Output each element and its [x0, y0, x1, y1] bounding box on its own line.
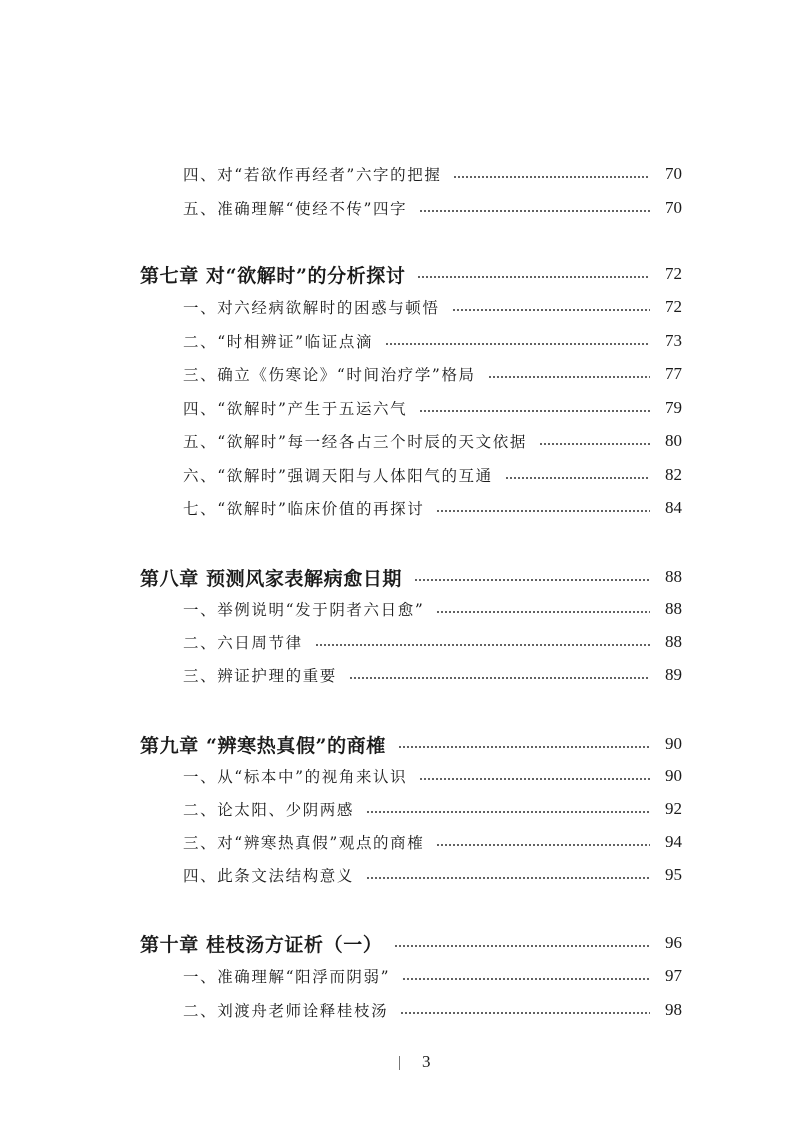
toc-entry-title: 三、辨证护理的重要	[183, 667, 337, 685]
toc-entry-page: 97	[665, 966, 682, 985]
toc-entry	[0, 592, 800, 626]
toc-entry-page: 82	[665, 465, 682, 484]
dot-leader	[349, 677, 650, 679]
toc-entry	[0, 290, 800, 324]
toc-entry	[0, 424, 800, 458]
toc-entry-page: 79	[665, 398, 682, 417]
chapter-page: 96	[665, 933, 682, 952]
toc-entry-title: 四、对“若欲作再经者”六字的把握	[183, 166, 442, 184]
dot-leader	[417, 276, 650, 278]
toc-entry	[0, 458, 800, 492]
chapter-title: 第九章 “辨寒热真假”的商榷	[140, 734, 386, 757]
dot-leader	[398, 746, 650, 748]
chapter-heading	[0, 257, 800, 291]
toc-entry-page: 94	[665, 832, 682, 851]
toc-entry-page: 73	[665, 331, 682, 350]
toc-entry	[0, 357, 800, 391]
toc-entry-page: 88	[665, 599, 682, 618]
toc-entry-page: 70	[665, 164, 682, 183]
toc-entry-title: 一、从“标本中”的视角来认识	[183, 768, 408, 786]
toc-entry-title: 五、“欲解时”每一经各占三个时辰的天文依据	[183, 433, 527, 451]
toc-entry-title: 二、刘渡舟老师诠释桂枝汤	[183, 1002, 389, 1020]
toc-entry-title: 一、举例说明“发于阴者六日愈”	[183, 601, 425, 619]
dot-leader	[436, 611, 650, 613]
toc-entry-title: 二、论太阳、少阴两感	[183, 801, 355, 819]
dot-leader	[366, 877, 650, 879]
page-footer	[0, 1051, 800, 1073]
toc-entry-page: 72	[665, 297, 682, 316]
dot-leader	[394, 945, 650, 947]
dot-leader	[488, 376, 650, 378]
toc-entry-title: 一、对六经病欲解时的困惑与顿悟	[183, 299, 440, 317]
toc-entry-title: 六、“欲解时”强调天阳与人体阳气的互通	[183, 467, 493, 485]
chapter-page: 72	[665, 264, 682, 283]
toc-entry	[0, 959, 800, 993]
toc-entry-title: 一、准确理解“阳浮而阴弱”	[183, 968, 391, 986]
toc-entry-title: 七、“欲解时”临床价值的再探讨	[183, 500, 425, 518]
dot-leader	[400, 1012, 650, 1014]
dot-leader	[419, 778, 650, 780]
toc-entry	[0, 759, 800, 793]
toc-entry-page: 84	[665, 498, 682, 517]
toc-entry-title: 三、确立《伤寒论》“时间治疗学”格局	[183, 366, 476, 384]
toc-entry	[0, 157, 800, 191]
toc-entry-page: 88	[665, 632, 682, 651]
toc-entry-page: 80	[665, 431, 682, 450]
toc-entry-page: 90	[665, 766, 682, 785]
toc-entry-title: 五、准确理解“使经不传”四字	[183, 200, 408, 218]
dot-leader	[385, 343, 650, 345]
toc-entry-title: 二、“时相辨证”临证点滴	[183, 333, 374, 351]
toc-entry-page: 77	[665, 364, 682, 383]
toc-entry	[0, 324, 800, 358]
toc-entry	[0, 993, 800, 1027]
chapter-page: 90	[665, 734, 682, 753]
dot-leader	[452, 309, 650, 311]
toc-entry-title: 三、对“辨寒热真假”观点的商榷	[183, 834, 425, 852]
toc-entry-page: 98	[665, 1000, 682, 1019]
toc-entry	[0, 491, 800, 525]
chapter-heading	[0, 727, 800, 761]
page-number: 3	[422, 1052, 431, 1071]
chapter-page: 88	[665, 567, 682, 586]
toc-entry-page: 95	[665, 865, 682, 884]
toc-entry	[0, 792, 800, 826]
dot-leader	[315, 644, 650, 646]
toc-entry-title: 二、六日周节律	[183, 634, 303, 652]
toc-entry	[0, 191, 800, 225]
chapter-title: 第七章 对“欲解时”的分析探讨	[140, 264, 406, 287]
dot-leader	[539, 443, 650, 445]
toc-entry-page: 92	[665, 799, 682, 818]
dot-leader	[419, 410, 650, 412]
toc-entry	[0, 391, 800, 425]
toc-entry	[0, 825, 800, 859]
chapter-heading	[0, 926, 800, 960]
toc-entry-page: 89	[665, 665, 682, 684]
toc-entry-page: 70	[665, 198, 682, 217]
footer-divider	[399, 1056, 400, 1070]
toc-entry-title: 四、“欲解时”产生于五运六气	[183, 400, 408, 418]
chapter-title: 第十章 桂枝汤方证析（一）	[140, 933, 383, 956]
chapter-title: 第八章 预测风家表解病愈日期	[140, 567, 403, 590]
dot-leader	[402, 978, 650, 980]
chapter-heading	[0, 560, 800, 594]
dot-leader	[436, 844, 650, 846]
dot-leader	[366, 811, 650, 813]
dot-leader	[436, 510, 650, 512]
dot-leader	[419, 210, 650, 212]
toc-entry	[0, 625, 800, 659]
toc-entry	[0, 658, 800, 692]
toc-entry	[0, 858, 800, 892]
toc-entry-title: 四、此条文法结构意义	[183, 867, 355, 885]
dot-leader	[505, 477, 650, 479]
dot-leader	[453, 176, 650, 178]
dot-leader	[414, 579, 650, 581]
